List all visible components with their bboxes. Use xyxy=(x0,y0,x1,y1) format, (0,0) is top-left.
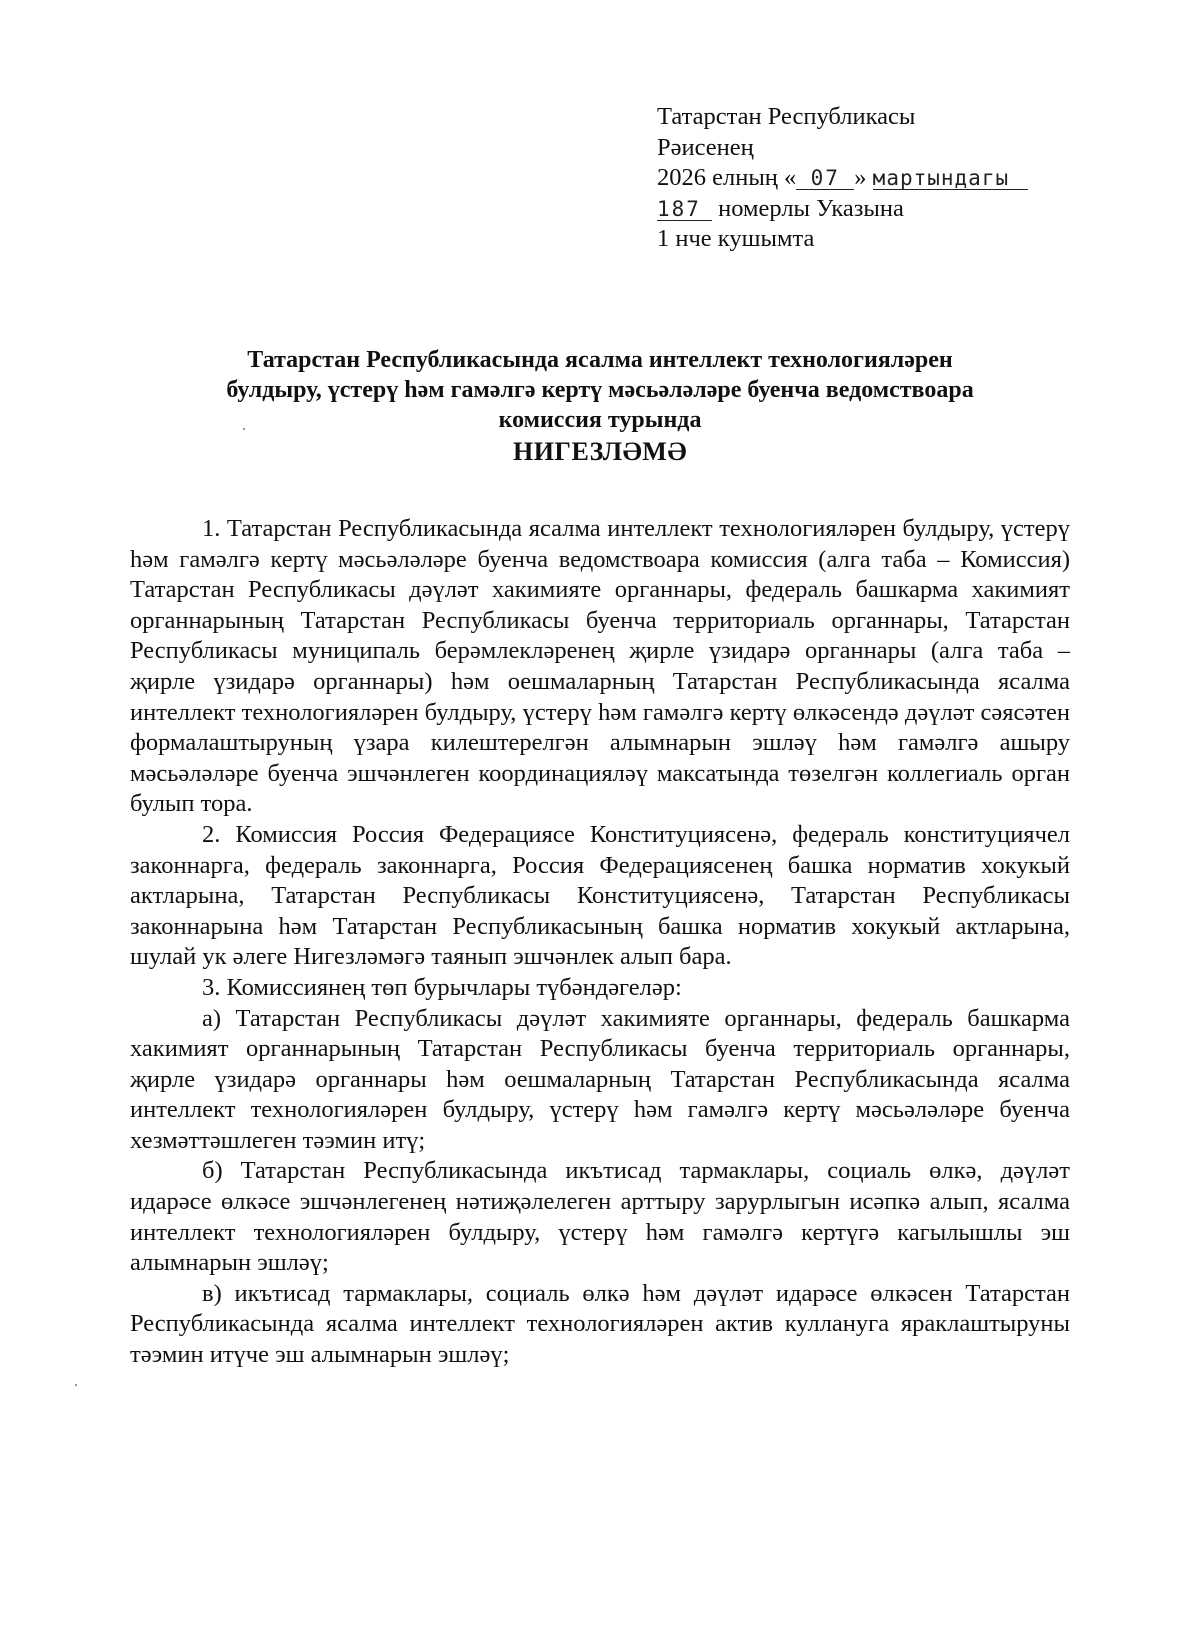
attachment-header xyxy=(657,102,1077,255)
attachment-line-republic: Татарстан Республикасы xyxy=(657,103,916,130)
decree-suffix: номерлы Указына xyxy=(718,194,904,222)
attachment-line-date xyxy=(657,163,1077,194)
date-quote-close: » xyxy=(854,164,867,191)
paragraph-3a: а) Татарстан Республикасы дәүләт хакимияте органнары, федераль башкарма хакимият органнарының Татарстан Республикасы буенча территориаль органнары, җирле үзидарә органнары һәм оешмаларның Татарстан Республикасында ясалма интеллект технологияләрен булдыру, үстерү һәм гамәлгә кертү мәсьәләләре буенча хезмәттәшлеген тәэмин итү; xyxy=(130,1004,1070,1154)
scan-speck xyxy=(243,428,245,430)
title-main-heading: НИГЕЗЛӘМӘ xyxy=(512,437,688,466)
paragraph-3b: б) Татарстан Республикасында икътисад тармаклары, социаль өлкә, дәүләт идарәсе өлкәсе эшчәнлегенең нәтиҗәлелеген арттыру зарурлыгын исәпкә алып, ясалма интеллект технологияләрен булдыру, үстерү һәм гамәлгә кертүгә кагылышлы эш алымнарын эшләү; xyxy=(130,1157,1070,1277)
paragraph-1: 1. Татарстан Республикасында ясалма интеллект технологияләрен булдыру, үстерү һәм гамәлгә кертү мәсьәләләре буенча ведомствоара комиссия (алга таба – Комиссия) Татарстан Республикасы дәүләт хакимияте органнары, федераль башкарма хакимият органнарының Татарстан Республикасы буенча территориаль органнары, Татарстан Республикасы муниципаль берәмлекләренең җирле үзидарә органнары (алга таба – җирле үзидарә органнары) һәм оешмаларның Татарстан Республикасында ясалма интеллект технологияләрен булдыру, үстерү һәм гамәлгә кертү өлкәсендә дәүләт сәясәтен формалаштыруның үзара килештерелгән алымнарын эшләү һәм гамәлгә ашыру мәсьәләләре буенча эшчәнлеген координацияләү максатында төзелгән коллегиаль орган булып тора. xyxy=(130,515,1070,818)
paragraph-2: 2. Комиссия Россия Федерациясе Конституциясенә, федераль конституциячел законнарга, федераль законнарга, Россия Федерациясенең башка норматив хокукый актларына, Татарстан Республикасы Конституциясенә, Татарстан Республикасы законнарына һәм Татарстан Республикасының башка норматив хокукый актларына, шулай ук әлеге Нигезләмәгә таянып эшчәнлек алып бара. xyxy=(130,820,1070,971)
title-line-1: Татарстан Республикасында ясалма интеллект технологияләрен xyxy=(247,347,953,373)
title-line-2: булдыру, үстерү һәм гамәлгә кертү мәсьәләләре буенча ведомствоара xyxy=(226,377,974,403)
date-month-handwritten: мартындагы xyxy=(873,167,1028,190)
title-line-3: комиссия турында xyxy=(498,407,702,433)
document-body xyxy=(130,514,1070,1371)
attachment-line-president: Рәисенең xyxy=(657,133,754,161)
paragraph-3v: в) икътисад тармаклары, социаль өлкә һәм дәүләт идарәсе өлкәсен Татарстан Республикасында ясалма интеллект технологияләрен актив куллануга яраклаштыруны тәэмин итүче эш алымнарын эшләү; xyxy=(130,1279,1070,1369)
attachment-line-appendix: 1 нче кушымта xyxy=(657,225,815,252)
attachment-line-decree xyxy=(657,194,1077,225)
document-title xyxy=(130,345,1070,467)
decree-number-handwritten: 187 xyxy=(657,198,712,221)
paragraph-3: 3. Комиссиянең төп бурычлары түбәндәгеләр: xyxy=(202,973,682,1001)
date-day-handwritten: 07 xyxy=(796,167,854,190)
scan-speck xyxy=(75,1384,77,1386)
date-prefix: 2026 елның « xyxy=(657,164,797,191)
